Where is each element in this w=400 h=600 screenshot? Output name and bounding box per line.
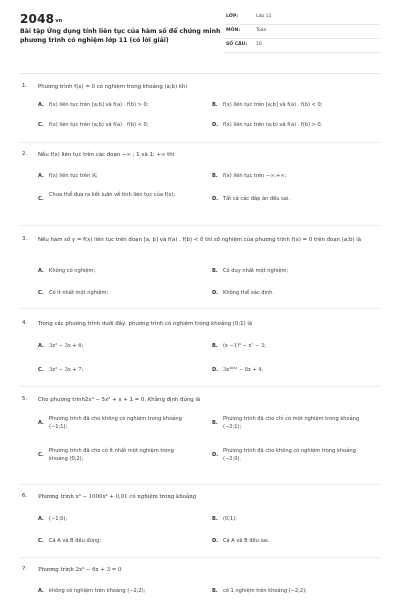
question-divider [20, 557, 380, 558]
meta-key: SỐ CÂU: [226, 42, 248, 47]
question-number: 3. [22, 236, 28, 242]
question-divider [20, 308, 380, 309]
meta-key: LỚP: [226, 14, 239, 19]
header-divider [20, 73, 380, 74]
meta-row-count [224, 39, 380, 53]
document-title: Bài tập Ứng dụng tính liên tục của hàm số để chứng minh phương trình có nghiệm lớp 11 (có lời giải) [20, 28, 221, 44]
question-divider [20, 386, 380, 387]
question-text: Cho phương trình2x⁴ − 5x² + x + 1 = 0. Khẳng định đúng là [38, 397, 201, 403]
question-text: Phương trình f(x) = 0 có nghiệm trong khoảng (a;b) khi [38, 84, 187, 90]
question-number: 4. [22, 320, 28, 326]
question-text: Nếu hàm số y = f(x) liên tục trên đoạn [a; b] và f(a) . f(b) < 0 thì số nghiệm của phương trình f(x) = 0 trên đoạn (a;b) là [38, 237, 362, 243]
site-logo[interactable]: $2048^{vn}$ [20, 12, 63, 26]
meta-row-class [224, 11, 380, 25]
meta-value: Toán [256, 28, 267, 33]
question-divider [20, 225, 380, 226]
meta-value: 10 [256, 42, 262, 47]
meta-row-subject [224, 25, 380, 39]
meta-table [224, 11, 380, 53]
question-divider [20, 484, 380, 485]
meta-value: Lớp 11 [256, 14, 272, 19]
worksheet-header [0, 0, 400, 80]
question-text: Trong các phương trình dưới đây, phương trình có nghiệm trong khoảng (0;1) là [38, 321, 253, 327]
worksheet-page: $2048^{vn}$ Bài tập Ứng dụng tính liên tục của hàm số để chứng minh phương trình có nghiệm lớp 11 (có lời giải) LỚP: Lớp 11 MÔN: Toán SỐ CÂU: 10 1. Phương trình f(x) = 0 có nghiệm trong khoảng (a;b) khi A. f(x) liên tục trên [a;b] và f(a) . f(b) > 0; B. f(x) liên tục trên [a;b] và f(a) . f(b) < 0; C. f(x) liên tục trên (a;b) và f(a) . f(b) < 0; D. f(x) liên tục trên (a;b) và f(a) . f(b) > 0. 2. Nếu f(x) liên tục trên các đoạn −∞ ; 1 và 1; +∞ thì A. f(x) liên tục trên ℝ; B. f(x) liên tục trên −∞;+∞; C. Chưa thể đưa ra kết luận về tính liên tục của f(x); D. Tất cả các đáp án đều sai. 3. Nếu hàm số y = f(x) liên tục trên đoạn [a; b] và f(a) . f(b) < 0 thì số nghiệm của phương trình f(x) = 0 trên đoạn (a;b) là A. Không có nghiệm; B. Có duy nhất một nghiệm; C. Có ít nhất một nghiệm; D. Không thể xác định. 4. Trong các phương trình dưới đây, phương trình có nghiệm trong khoảng (0;1) là A. 3x² − 3x + 6; B. (x −1)⁶ − x⁷ − 3; C. 3x² − 3x + 7; D. 3x²⁰²³ − 8x + 4. 5. Cho phương trình2x⁴ − 5x² + x + 1 = 0. Khẳng định đúng là A. Phương trình đã cho không có nghiệm trong khoảng (−1;1); B. Phương trình đã cho chỉ có một nghiệm trong khoảng (−2;1); C. Phương trình đã cho có ít nhất một nghiệm trong khoảng (0;2); D. Phương trình đã cho không có nghiệm trong khoảng (−2;0). 6. Phương trình x³ − 1000x² + 0,01 có nghiệm trong khoảng A. (−1;0); B. (0;1); C. Cả A và B đều đúng; D. Cả A và B đều sai. 7. Phương trình 2x³ − 6x + 3 = 0 A. không có nghiệm trên khoảng (−2;2); B. có 1 nghiệm trên khoảng (−2;2); [0, 0, 400, 600]
question-text: Nếu f(x) liên tục trên các đoạn −∞ ; 1 và 1; +∞ thì [38, 152, 175, 158]
question-number: 5. [22, 396, 28, 402]
question-number: 6. [22, 493, 28, 499]
question-text: Phương trình 2x³ − 6x + 3 = 0 [38, 567, 122, 573]
meta-key: MÔN: [226, 28, 241, 33]
question-divider [20, 142, 380, 143]
question-number: 7. [22, 566, 28, 572]
question-number: 2. [22, 151, 28, 157]
question-text: Phương trình x³ − 1000x² + 0,01 có nghiệm trong khoảng [38, 494, 197, 500]
question-number: 1. [22, 83, 28, 89]
